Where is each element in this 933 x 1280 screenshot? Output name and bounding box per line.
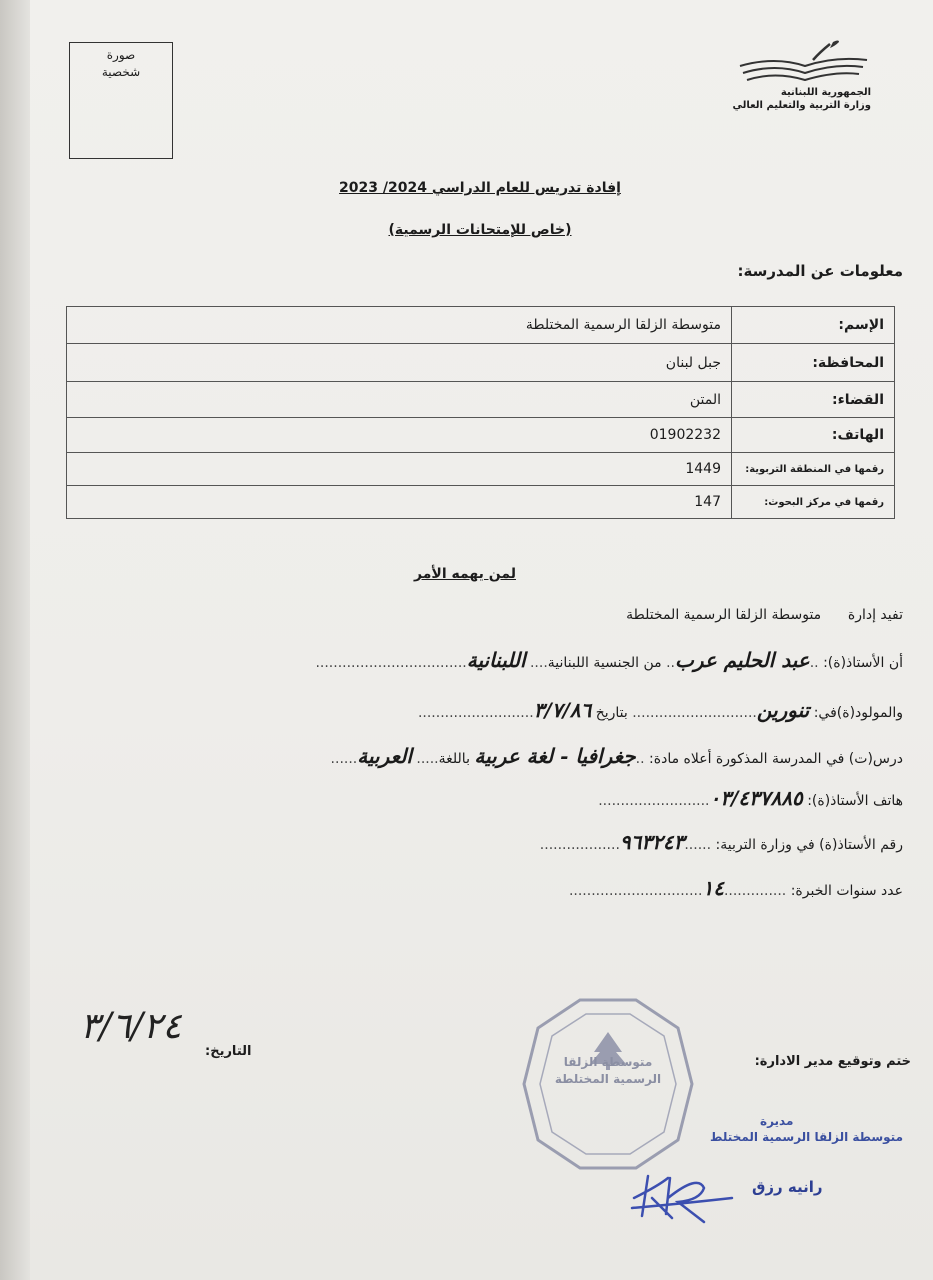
subject-handwritten: جغرافيا - لغة عربية [474, 744, 636, 768]
line-prefix: تفيد إدارة [847, 607, 903, 623]
row-label: المحافظة: [732, 344, 895, 382]
row-label: رقمها في المنطقة التربوية: [732, 453, 895, 486]
ministry-logo-text [711, 86, 871, 112]
director-name: رانيه رزق [752, 1178, 823, 1196]
line-prefix: عدد سنوات الخبرة: [790, 883, 903, 899]
signature-label: ختم وتوقيع مدير الادارة: [754, 1054, 911, 1069]
school-stamp [520, 996, 696, 1172]
republic-label: الجمهورية اللبنانية [780, 87, 871, 98]
school-info-table [66, 306, 895, 519]
body-line-phone: هاتف الأستاذ(ة): ٠٣/٤٣٧٨٨٥......................... [598, 786, 903, 810]
birthplace-handwritten: تنورين [756, 698, 810, 722]
table-row [67, 382, 895, 418]
to-whom-heading: لمن يهمه الأمر [414, 566, 516, 582]
stamp-line-1: متوسطة الزلقا [563, 1055, 653, 1069]
table-row [67, 344, 895, 382]
row-value: 01902232 [67, 418, 732, 453]
document-title: إفادة تدريس للعام الدراسي 2024/ 2023 [339, 180, 621, 196]
language-handwritten: العربية [357, 744, 412, 768]
line-prefix: رقم الأستاذ(ة) في وزارة التربية: [715, 837, 903, 853]
date-label: التاريخ: [205, 1044, 252, 1059]
stamp-text [520, 1054, 696, 1088]
row-label: رقمها في مركز البحوث: [732, 486, 895, 519]
table-row [67, 486, 895, 519]
ministry-label: وزارة التربية والتعليم العالي [732, 100, 871, 111]
row-value: المتن [67, 382, 732, 418]
body-line-subject: درس(ت) في المدرسة المذكورة أعلاه مادة: ..جغرافيا - لغة عربية باللغة..... العربية...... [330, 744, 903, 768]
line-prefix: هاتف الأستاذ(ة): [807, 793, 903, 809]
ministry-number-handwritten: ٩٦٣٢٤٣ [619, 830, 685, 854]
signature-icon [628, 1168, 738, 1228]
row-value: متوسطة الزلقا الرسمية المختلطة [67, 307, 732, 344]
photo-label: صورة شخصية [101, 48, 141, 79]
date-handwritten: ٣/٦/٢٤ [80, 1006, 182, 1047]
line-mid: من الجنسية اللبنانية [547, 655, 662, 671]
stamp-line-2: الرسمية المختلطة [554, 1072, 662, 1086]
line-prefix: والمولود(ة)في: [813, 705, 903, 721]
table-row [67, 418, 895, 453]
body-line-school [626, 607, 903, 623]
row-label: الإسم: [732, 307, 895, 344]
personal-photo-box [69, 42, 173, 159]
table-row [67, 453, 895, 486]
row-label: القضاء: [732, 382, 895, 418]
line-prefix: أن الأستاذ(ة): [823, 655, 903, 671]
body-line-ministry-number: رقم الأستاذ(ة) في وزارة التربية: ......٩٦٣٢٤٣.................. [539, 830, 903, 854]
school-name-value: متوسطة الزلقا الرسمية المختلطة [626, 607, 822, 623]
row-value: 1449 [67, 453, 732, 486]
table-row [67, 307, 895, 344]
director-title: مديرة [760, 1114, 794, 1128]
line-mid: بتاريخ [595, 705, 628, 721]
document-subtitle: (خاص للإمتحانات الرسمية) [388, 222, 572, 238]
director-school: متوسطة الزلقا الرسمية المختلط [710, 1130, 903, 1144]
line-prefix: درس(ت) في المدرسة المذكورة أعلاه مادة: [649, 751, 903, 767]
body-line-birth: والمولود(ة)في: تنورين............................ بتاريخ ٣/٧/٨٦.......................... [417, 698, 903, 722]
body-line-teacher: أن الأستاذ(ة): ..عبد الحليم عرب.. من الجنسية اللبنانية.... اللبنانية.................................. [315, 648, 903, 672]
experience-handwritten: ١٤ [702, 876, 724, 900]
birthdate-handwritten: ٣/٧/٨٦ [533, 698, 592, 722]
body-line-experience: عدد سنوات الخبرة: ..............١٤.............................. [568, 876, 903, 900]
teacher-name-handwritten: عبد الحليم عرب [674, 648, 810, 672]
line-mid: باللغة [438, 751, 470, 767]
row-value: 147 [67, 486, 732, 519]
page-edge-shadow [0, 0, 30, 1280]
phone-handwritten: ٠٣/٤٣٧٨٨٥ [709, 786, 803, 810]
row-label: الهاتف: [732, 418, 895, 453]
school-info-heading: معلومات عن المدرسة: [737, 262, 903, 280]
nationality-handwritten: اللبنانية [466, 648, 526, 672]
row-value: جبل لبنان [67, 344, 732, 382]
